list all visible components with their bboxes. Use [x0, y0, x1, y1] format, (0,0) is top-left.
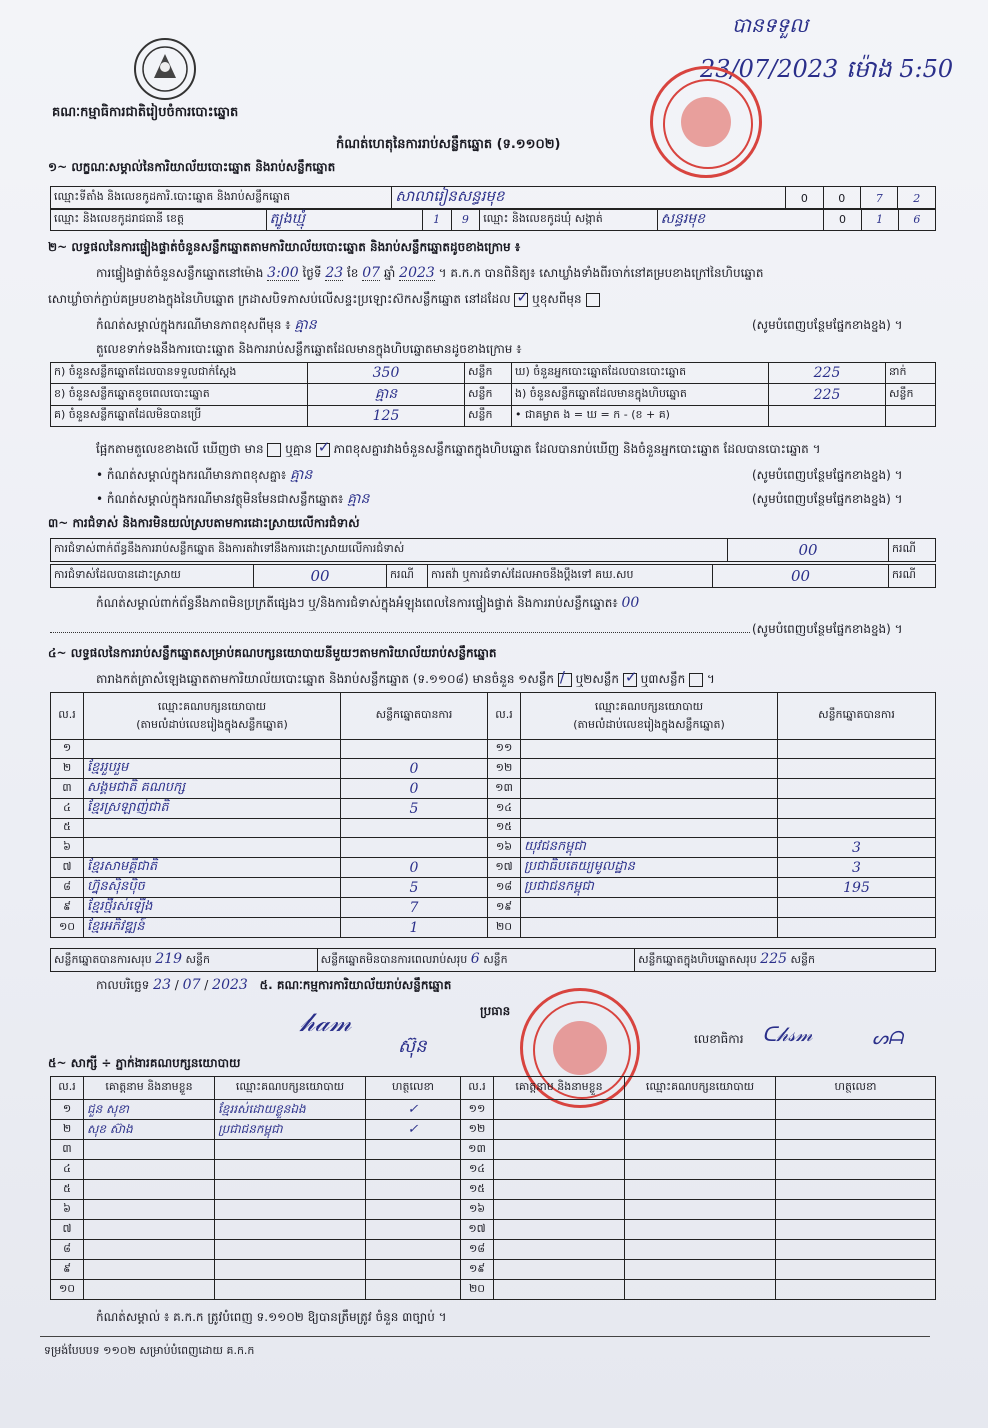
w-party-right — [625, 1260, 776, 1280]
count-left-unit: សន្លឹក — [465, 384, 512, 406]
witness-table — [50, 1076, 936, 1300]
party-left: ខ្មែរអភិវឌ្ឍន៍ — [84, 918, 341, 938]
w-sig-right — [776, 1220, 936, 1240]
secretary-label: លេខាធិការ — [694, 1032, 744, 1046]
w-party-left — [215, 1280, 366, 1300]
votes-left: 5 — [341, 799, 488, 819]
received-label: បានទទួល — [732, 13, 809, 37]
party-right: យុវជនកម្ពុជា — [521, 838, 778, 858]
table-row — [51, 819, 936, 838]
w-name-right — [494, 1200, 625, 1220]
appeal-label: ការតវ៉ា ឬការជំទាស់ដែលអាចនឹងប្តឹងទៅ គឃ.សប — [428, 565, 713, 588]
w-party-left — [215, 1200, 366, 1220]
table-row — [51, 1200, 936, 1220]
w-no-left: ៥ — [51, 1180, 84, 1200]
w-col-name-right: គោត្តនាម និងនាមខ្លួន — [494, 1077, 625, 1100]
row-no-right: ១២ — [488, 759, 521, 779]
w-no-right: ១៦ — [461, 1200, 494, 1220]
votes-left: 1 — [341, 918, 488, 938]
w-no-left: ១០ — [51, 1280, 84, 1300]
row-no-left: ៣ — [51, 779, 84, 799]
votes-left — [341, 819, 488, 838]
w-party-left — [215, 1160, 366, 1180]
w-party-right — [625, 1240, 776, 1260]
province-code-2: 9 — [451, 209, 480, 231]
w-name-right — [494, 1280, 625, 1300]
col-votes-left: សន្លឹកឆ្នោតបានការ — [341, 693, 488, 740]
w-no-right: ២០ — [461, 1280, 494, 1300]
commune-value: សន្ធរមុខ — [657, 209, 824, 231]
diff-note: • កំណត់សម្គាល់ក្នុងករណីមានភាពខុសគ្នា៖ គ្មាន — [96, 467, 313, 483]
w-sig-right — [776, 1160, 936, 1180]
footer-note: កំណត់សម្គាល់ ៖ គ.ក.ក ត្រូវបំពេញ ទ.១១០២ ឱ្យបានត្រឹមត្រូវ ចំនួន ៣ច្បាប់ ។ — [96, 1310, 447, 1324]
votes-right — [778, 799, 936, 819]
table-row — [51, 740, 936, 759]
w-sig-right — [776, 1100, 936, 1120]
party-right — [521, 740, 778, 759]
total-invalid-cell: សន្លឹកឆ្នោតមិនបានការពេលរាប់សរុប 6 សន្លឹក — [317, 949, 634, 972]
w-no-right: ១៨ — [461, 1240, 494, 1260]
w-no-right: ១៥ — [461, 1180, 494, 1200]
table-row — [51, 1260, 936, 1280]
counting-label: តួលេខទាក់ទងនឹងការបោះឆ្នោត និងការរាប់សន្លឹកឆ្នោតដែលមានក្នុងហិបឆ្នោតមានដូចខាងក្រោម ៖ — [96, 342, 522, 356]
table-row — [51, 759, 936, 779]
row-no-left: ៥ — [51, 819, 84, 838]
received-datetime: 23/07/2023 ម៉ោង 5:50 — [700, 55, 954, 83]
w-party-right — [625, 1280, 776, 1300]
w-name-left: សុខ ស៊ាង — [84, 1120, 215, 1140]
w-name-right — [494, 1260, 625, 1280]
row-no-right: ១៤ — [488, 799, 521, 819]
resolved-unit: ករណី — [387, 565, 428, 588]
table-row — [51, 898, 936, 918]
fill-hint-4: (សូមបំពេញបន្ថែមផ្នែកខាងខ្នង) ។ — [752, 622, 903, 636]
votes-right — [778, 819, 936, 838]
table-row — [51, 878, 936, 898]
table-row — [51, 799, 936, 819]
col-no-right: ល.រ — [488, 693, 521, 740]
count-right-label: ង) ចំនួនសន្លឹកឆ្នោតដែលមានក្នុងហិបឆ្នោត — [512, 384, 769, 406]
totals-table — [50, 948, 936, 972]
party-right: ប្រជាជនកម្ពុជា — [521, 878, 778, 898]
station-code-1: 0 — [786, 187, 823, 210]
row-no-right: ១១ — [488, 740, 521, 759]
w-no-left: ៩ — [51, 1260, 84, 1280]
commune-code-2: 1 — [861, 209, 898, 231]
resolved-table — [50, 564, 936, 588]
difference-note: កំណត់សម្គាល់ក្នុងករណីមានភាពខុសពីមុន ៖ គ្មាន — [96, 317, 317, 333]
station-code-4: 2 — [898, 187, 936, 210]
w-sig-left — [366, 1160, 461, 1180]
table-row — [51, 1220, 936, 1240]
party-right: ប្រជាធិបតេយ្យមូលដ្ឋាន — [521, 858, 778, 878]
count-row — [51, 406, 936, 427]
count-right-unit: នាក់ — [886, 363, 936, 384]
committee-name: គណៈកម្មាធិការជាតិរៀបចំការបោះឆ្នោត — [52, 105, 239, 120]
province-label: ឈ្មោះ និងលេខកូដរាជធានី ខេត្ត — [51, 209, 267, 231]
w-party-left — [215, 1240, 366, 1260]
w-name-left — [84, 1160, 215, 1180]
table-row — [51, 1280, 936, 1300]
footer-divider — [40, 1336, 930, 1337]
votes-right — [778, 779, 936, 799]
w-party-right — [625, 1120, 776, 1140]
w-party-right — [625, 1220, 776, 1240]
row-no-right: ២០ — [488, 918, 521, 938]
irregularity-note: កំណត់សម្គាល់ពាក់ព័ន្ធនឹងភាពមិនប្រក្រតីផ្សេងៗ ឬ/និងការជំទាស់ក្នុងអំឡុងពេលនៃការផ្ទៀងផ្ទាត់ និងការរាប់សន្លឹកឆ្នោត៖ 00 — [96, 595, 640, 611]
section4-title: ៤~ លទ្ធផលនៃការរាប់សន្លឹកឆ្នោតសម្រាប់គណបក្សនយោបាយនីមួយៗតាមការិយាល័យរាប់សន្លឹកឆ្នោត — [48, 646, 497, 660]
has-difference-checkbox — [267, 443, 281, 457]
w-name-right — [494, 1240, 625, 1260]
section3-title: ៣~ ការជំទាស់ និងការមិនយល់ស្របតាមការដោះស្រាយលើការជំទាស់ — [48, 516, 360, 530]
w-party-right — [625, 1200, 776, 1220]
col-party-right — [521, 693, 778, 740]
w-party-right — [625, 1100, 776, 1120]
votes-right: 3 — [778, 838, 936, 858]
station-code-3: 7 — [861, 187, 898, 210]
fill-hint-3: (សូមបំពេញបន្ថែមផ្នែកខាងខ្នង) ។ — [752, 492, 903, 506]
table-row — [51, 838, 936, 858]
appeal-value: 00 — [713, 565, 889, 588]
commune-code-3: 6 — [898, 209, 935, 231]
w-party-left: ខ្មែររស់ដោយខ្លួនឯង — [215, 1100, 366, 1120]
total-valid-cell: សន្លឹកឆ្នោតបានការសរុប 219 សន្លឹក — [51, 949, 318, 972]
w-no-left: ១ — [51, 1100, 84, 1120]
row-no-right: ១៧ — [488, 858, 521, 878]
votes-right: 195 — [778, 878, 936, 898]
w-sig-left: ✓ — [366, 1120, 461, 1140]
w-sig-left — [366, 1200, 461, 1220]
objection-unit: ករណី — [889, 539, 936, 562]
w-sig-left — [366, 1260, 461, 1280]
row-no-left: ៨ — [51, 878, 84, 898]
commune-label: ឈ្មោះ និងលេខកូដឃុំ សង្កាត់ — [480, 209, 657, 231]
w-party-left: ប្រជាជនកម្ពុជា — [215, 1120, 366, 1140]
party-left: ខ្មែរស្រឡាញ់ជាតិ — [84, 799, 341, 819]
w-name-left — [84, 1280, 215, 1300]
count-left-unit: សន្លឹក — [465, 406, 512, 427]
votes-left: 0 — [341, 779, 488, 799]
w-sig-right — [776, 1240, 936, 1260]
count-left-unit: សន្លឹក — [465, 363, 512, 384]
party-right — [521, 799, 778, 819]
w-sig-left — [366, 1220, 461, 1240]
foreign-note: • កំណត់សម្គាល់ក្នុងករណីមានវត្ថុមិនមែនជាសន្លឹកឆ្នោត៖ គ្មាន — [96, 491, 370, 507]
row-no-left: ៩ — [51, 898, 84, 918]
table-row — [51, 918, 936, 938]
sheet-count-line: តារាងកត់ត្រាសំឡេងឆ្នោតតាមការិយាល័យបោះឆ្នោត និងរាប់សន្លឹកឆ្នោត (ទ.១១០៨) មានចំនួន ១សន្លឹក / ឬ២សន្លឹក ✓ ឬ៣សន្លឹក ។ — [96, 667, 715, 686]
row-no-left: ៤ — [51, 799, 84, 819]
w-party-right — [625, 1140, 776, 1160]
w-sig-left: ✓ — [366, 1100, 461, 1120]
dotted-line — [50, 632, 750, 633]
votes-left — [341, 740, 488, 759]
w-name-left — [84, 1240, 215, 1260]
station-label: ឈ្មោះទីតាំង និងលេខកូដការិ.បោះឆ្នោត និងរាប់សន្លឹកឆ្នោត — [51, 187, 392, 210]
col-party-left-title: ឈ្មោះគណបក្សនយោបាយ — [157, 700, 267, 713]
w-party-left — [215, 1140, 366, 1160]
count-left-label: គ) ចំនួនសន្លឹកឆ្នោតដែលមិនបានប្រើ — [51, 406, 308, 427]
party-left: សង្គមជាតិ គណបក្ស — [84, 779, 341, 799]
no-difference-checkbox: ✓ — [317, 437, 331, 456]
party-right — [521, 898, 778, 918]
objection-label: ការជំទាស់ពាក់ព័ន្ធនឹងការរាប់សន្លឹកឆ្នោត និងការតវ៉ាទៅនឹងការដោះស្រាយលើការជំទាស់ — [51, 539, 728, 562]
member-signature-icon: ស៊ុន — [398, 1036, 427, 1057]
party-right — [521, 819, 778, 838]
votes-right: 3 — [778, 858, 936, 878]
w-name-left: ជួន សុខា — [84, 1100, 215, 1120]
table-row — [51, 1100, 936, 1120]
row-no-right: ១៣ — [488, 779, 521, 799]
seal-check-line: សោឃ្លាំចាក់ភ្ជាប់គម្របខាងក្នុងនៃហិបឆ្នោត ក្រដាសបិទភាសប់លើសន្ទះប្រឡោះស៊កសន្លឹកឆ្នោត នៅដដែល ✓ ឬខុសពីមុន — [48, 292, 600, 307]
party-right — [521, 918, 778, 938]
votes-left — [341, 838, 488, 858]
station-value: សាលារៀនសន្ធរមុខ — [392, 187, 786, 210]
w-no-left: ២ — [51, 1120, 84, 1140]
president-label: ប្រធាន — [480, 1004, 511, 1018]
w-no-right: ១១ — [461, 1100, 494, 1120]
row-no-left: ១ — [51, 740, 84, 759]
verification-line: ការផ្ទៀងផ្ទាត់ចំនួនសន្លឹកឆ្នោតនៅម៉ោង 3:00 ថ្ងៃទី 23 ខែ 07 ឆ្នាំ 2023 ។ គ.ក.ក បានពិនិត្យ៖ សោឃ្លាំងទាំងពីរចាក់នៅគម្របខាងក្រៅនៃហិបឆ្នោត — [96, 265, 764, 281]
official-seal — [650, 66, 762, 178]
count-left-value: គ្មាន — [308, 384, 465, 406]
results-table — [50, 692, 936, 938]
count-left-value: 125 — [308, 406, 465, 427]
secretary-signature-icon: ᑕ𝒽𝓈𝓂 — [762, 1022, 813, 1046]
count-right-label: • ជាគម្លាត ង = ឃ = ក - (ខ + គ) — [512, 406, 769, 427]
one-sheet-checkbox: / — [558, 673, 572, 687]
fill-hint-1: (សូមបំពេញបន្ថែមផ្នែកខាងខ្នង) ។ — [752, 318, 903, 332]
w-name-right — [494, 1100, 625, 1120]
w-party-right — [625, 1160, 776, 1180]
count-right-value: 225 — [769, 363, 886, 384]
province-table — [50, 208, 936, 231]
changed-checkbox — [586, 293, 600, 307]
table-row — [51, 1140, 936, 1160]
party-left: ហ្វ៊ុនស៊ិនប៉ិច — [84, 878, 341, 898]
commune-code-1: 0 — [824, 209, 861, 231]
row-no-right: ១៥ — [488, 819, 521, 838]
votes-right — [778, 740, 936, 759]
w-no-right: ១៤ — [461, 1160, 494, 1180]
count-row — [51, 363, 936, 384]
w-name-left — [84, 1200, 215, 1220]
party-right — [521, 759, 778, 779]
party-left: ខ្មែរថ្មីរស់ឡើង — [84, 898, 341, 918]
w-sig-right — [776, 1120, 936, 1140]
row-no-right: ១៩ — [488, 898, 521, 918]
appeal-unit: ករណី — [889, 565, 936, 588]
table-row — [51, 1160, 936, 1180]
w-sig-left — [366, 1240, 461, 1260]
count-right-unit — [886, 406, 936, 427]
w-party-left — [215, 1180, 366, 1200]
votes-right — [778, 918, 936, 938]
party-left: ខ្មែរសាមគ្គីជាតិ — [84, 858, 341, 878]
count-right-value: 225 — [769, 384, 886, 406]
w-col-party-right: ឈ្មោះគណបក្សនយោបាយ — [625, 1077, 776, 1100]
w-no-left: ៦ — [51, 1200, 84, 1220]
count-right-value — [769, 406, 886, 427]
row-no-left: ៦ — [51, 838, 84, 858]
col-party-right-sub: (តាមលំដាប់លេខរៀងក្នុងសន្លឹកឆ្នោត) — [573, 718, 725, 731]
party-right — [521, 779, 778, 799]
total-box-cell: សន្លឹកឆ្នោតក្នុងហិបឆ្នោតសរុប 225 សន្លឹក — [635, 949, 936, 972]
table-row — [51, 779, 936, 799]
count-left-label: ក) ចំនួនសន្លឹកឆ្នោតដែលបានទទួលជាក់ស្តែង — [51, 363, 308, 384]
party-left — [84, 740, 341, 759]
votes-right — [778, 898, 936, 918]
col-no-left: ល.រ — [51, 693, 84, 740]
w-sig-right — [776, 1180, 936, 1200]
president-signature-icon: 𝒽𝒶𝓂 — [300, 1008, 352, 1038]
w-no-right: ១៣ — [461, 1140, 494, 1160]
date-line: កាលបរិច្ឆេទ 23 / 07 / 2023 ៥. គណៈកម្មការការិយាល័យរាប់សន្លឹកឆ្នោត — [96, 977, 452, 993]
table-row — [51, 1120, 936, 1140]
table-row — [51, 858, 936, 878]
row-no-right: ១៦ — [488, 838, 521, 858]
party-left — [84, 838, 341, 858]
count-left-value: 350 — [308, 363, 465, 384]
w-no-left: ៤ — [51, 1160, 84, 1180]
count-right-unit: សន្លឹក — [886, 384, 936, 406]
three-sheet-checkbox — [689, 673, 703, 687]
row-no-left: ៧ — [51, 858, 84, 878]
w-party-left — [215, 1220, 366, 1240]
objection-table — [50, 538, 936, 562]
votes-left: 0 — [341, 759, 488, 779]
resolved-label: ការជំទាស់ដែលបានដោះស្រាយ — [51, 565, 254, 588]
resolved-value: 00 — [254, 565, 387, 588]
w-name-left — [84, 1220, 215, 1240]
w-party-right — [625, 1180, 776, 1200]
w-sig-right — [776, 1260, 936, 1280]
two-sheet-checkbox: ✓ — [624, 667, 638, 686]
w-name-right — [494, 1220, 625, 1240]
w-no-left: ៣ — [51, 1140, 84, 1160]
w-name-right — [494, 1160, 625, 1180]
w-party-left — [215, 1260, 366, 1280]
votes-right — [778, 759, 936, 779]
w-sig-right — [776, 1140, 936, 1160]
section2-title: ២~ លទ្ធផលនៃការផ្ទៀងផ្ទាត់ចំនួនសន្លឹកឆ្នោតតាមការិយាល័យបោះឆ្នោត និងរាប់សន្លឹកឆ្នោតដូចខាងក្រោម ៖ — [48, 240, 521, 254]
section1-title: ១~ លក្ខណៈសម្គាល់នៃការិយាល័យបោះឆ្នោត និងរាប់សន្លឹកឆ្នោត — [48, 160, 336, 174]
count-table — [50, 362, 936, 427]
emblem-icon — [134, 38, 196, 100]
w-sig-right — [776, 1280, 936, 1300]
witness-signature-icon: ᔕᗩ — [872, 1028, 903, 1049]
col-votes-right: សន្លឹកឆ្នោតបានការ — [778, 693, 936, 740]
w-no-right: ១២ — [461, 1120, 494, 1140]
col-party-left-sub: (តាមលំដាប់លេខរៀងក្នុងសន្លឹកឆ្នោត) — [136, 718, 288, 731]
w-no-right: ១៧ — [461, 1220, 494, 1240]
w-name-left — [84, 1180, 215, 1200]
w-sig-left — [366, 1280, 461, 1300]
w-name-left — [84, 1140, 215, 1160]
w-name-right — [494, 1120, 625, 1140]
w-col-sig-right: ហត្ថលេខា — [776, 1077, 936, 1100]
compare-line: ផ្អែកតាមតួលេខខាងលើ ឃើញថា មាន ឬគ្មាន ✓ ភាពខុសគ្នារវាងចំនួនសន្លឹកឆ្នោតក្នុងហិបឆ្នោត ដែលបានរាប់ឃើញ និងចំនួនអ្នកបោះឆ្នោត ដែលបានបោះឆ្នោត ។ — [96, 437, 821, 456]
w-name-left — [84, 1260, 215, 1280]
col-party-left — [84, 693, 341, 740]
count-row — [51, 384, 936, 406]
fill-hint-2: (សូមបំពេញបន្ថែមផ្នែកខាងខ្នង) ។ — [752, 468, 903, 482]
table-row — [51, 1180, 936, 1200]
w-sig-left — [366, 1180, 461, 1200]
footer-form: ទម្រង់បែបបទ ១១០២ សម្រាប់បំពេញដោយ គ.ក.ក — [44, 1344, 255, 1357]
w-sig-right — [776, 1200, 936, 1220]
w-col-no-left: ល.រ — [51, 1077, 84, 1100]
w-name-right — [494, 1140, 625, 1160]
station-code-2: 0 — [823, 187, 860, 210]
form-title: កំណត់ហេតុនៃការរាប់សន្លឹកឆ្នោត (ទ.១១០២) — [336, 137, 561, 152]
unchanged-checkbox: ✓ — [516, 287, 529, 306]
section5-title: ៥~ សាក្សី ÷ ភ្នាក់ងារគណបក្សនយោបាយ — [48, 1056, 241, 1070]
objection-value: 00 — [728, 539, 889, 562]
count-right-label: ឃ) ចំនួនអ្នកបោះឆ្នោតដែលបានបោះឆ្នោត — [512, 363, 769, 384]
province-value: ត្បូងឃ្មុំ — [266, 209, 422, 231]
row-no-left: ២ — [51, 759, 84, 779]
w-no-right: ១៩ — [461, 1260, 494, 1280]
votes-left: 0 — [341, 858, 488, 878]
table-row — [51, 1240, 936, 1260]
w-no-left: ៨ — [51, 1240, 84, 1260]
votes-left: 5 — [341, 878, 488, 898]
row-no-right: ១៨ — [488, 878, 521, 898]
votes-left: 7 — [341, 898, 488, 918]
col-party-right-title: ឈ្មោះគណបក្សនយោបាយ — [594, 700, 704, 713]
count-left-label: ខ) ចំនួនសន្លឹកឆ្នោតខូចពេលបោះឆ្នោត — [51, 384, 308, 406]
w-sig-left — [366, 1140, 461, 1160]
w-name-right — [494, 1180, 625, 1200]
party-left — [84, 819, 341, 838]
w-col-party-left: ឈ្មោះគណបក្សនយោបាយ — [215, 1077, 366, 1100]
w-no-left: ៧ — [51, 1220, 84, 1240]
w-col-sig-left: ហត្ថលេខា — [366, 1077, 461, 1100]
w-col-name-left: គោត្តនាម និងនាមខ្លួន — [84, 1077, 215, 1100]
w-col-no-right: ល.រ — [461, 1077, 494, 1100]
station-table — [50, 186, 936, 210]
province-code-1: 1 — [422, 209, 451, 231]
party-left: ខ្មែររួបរួម — [84, 759, 341, 779]
row-no-left: ១០ — [51, 918, 84, 938]
